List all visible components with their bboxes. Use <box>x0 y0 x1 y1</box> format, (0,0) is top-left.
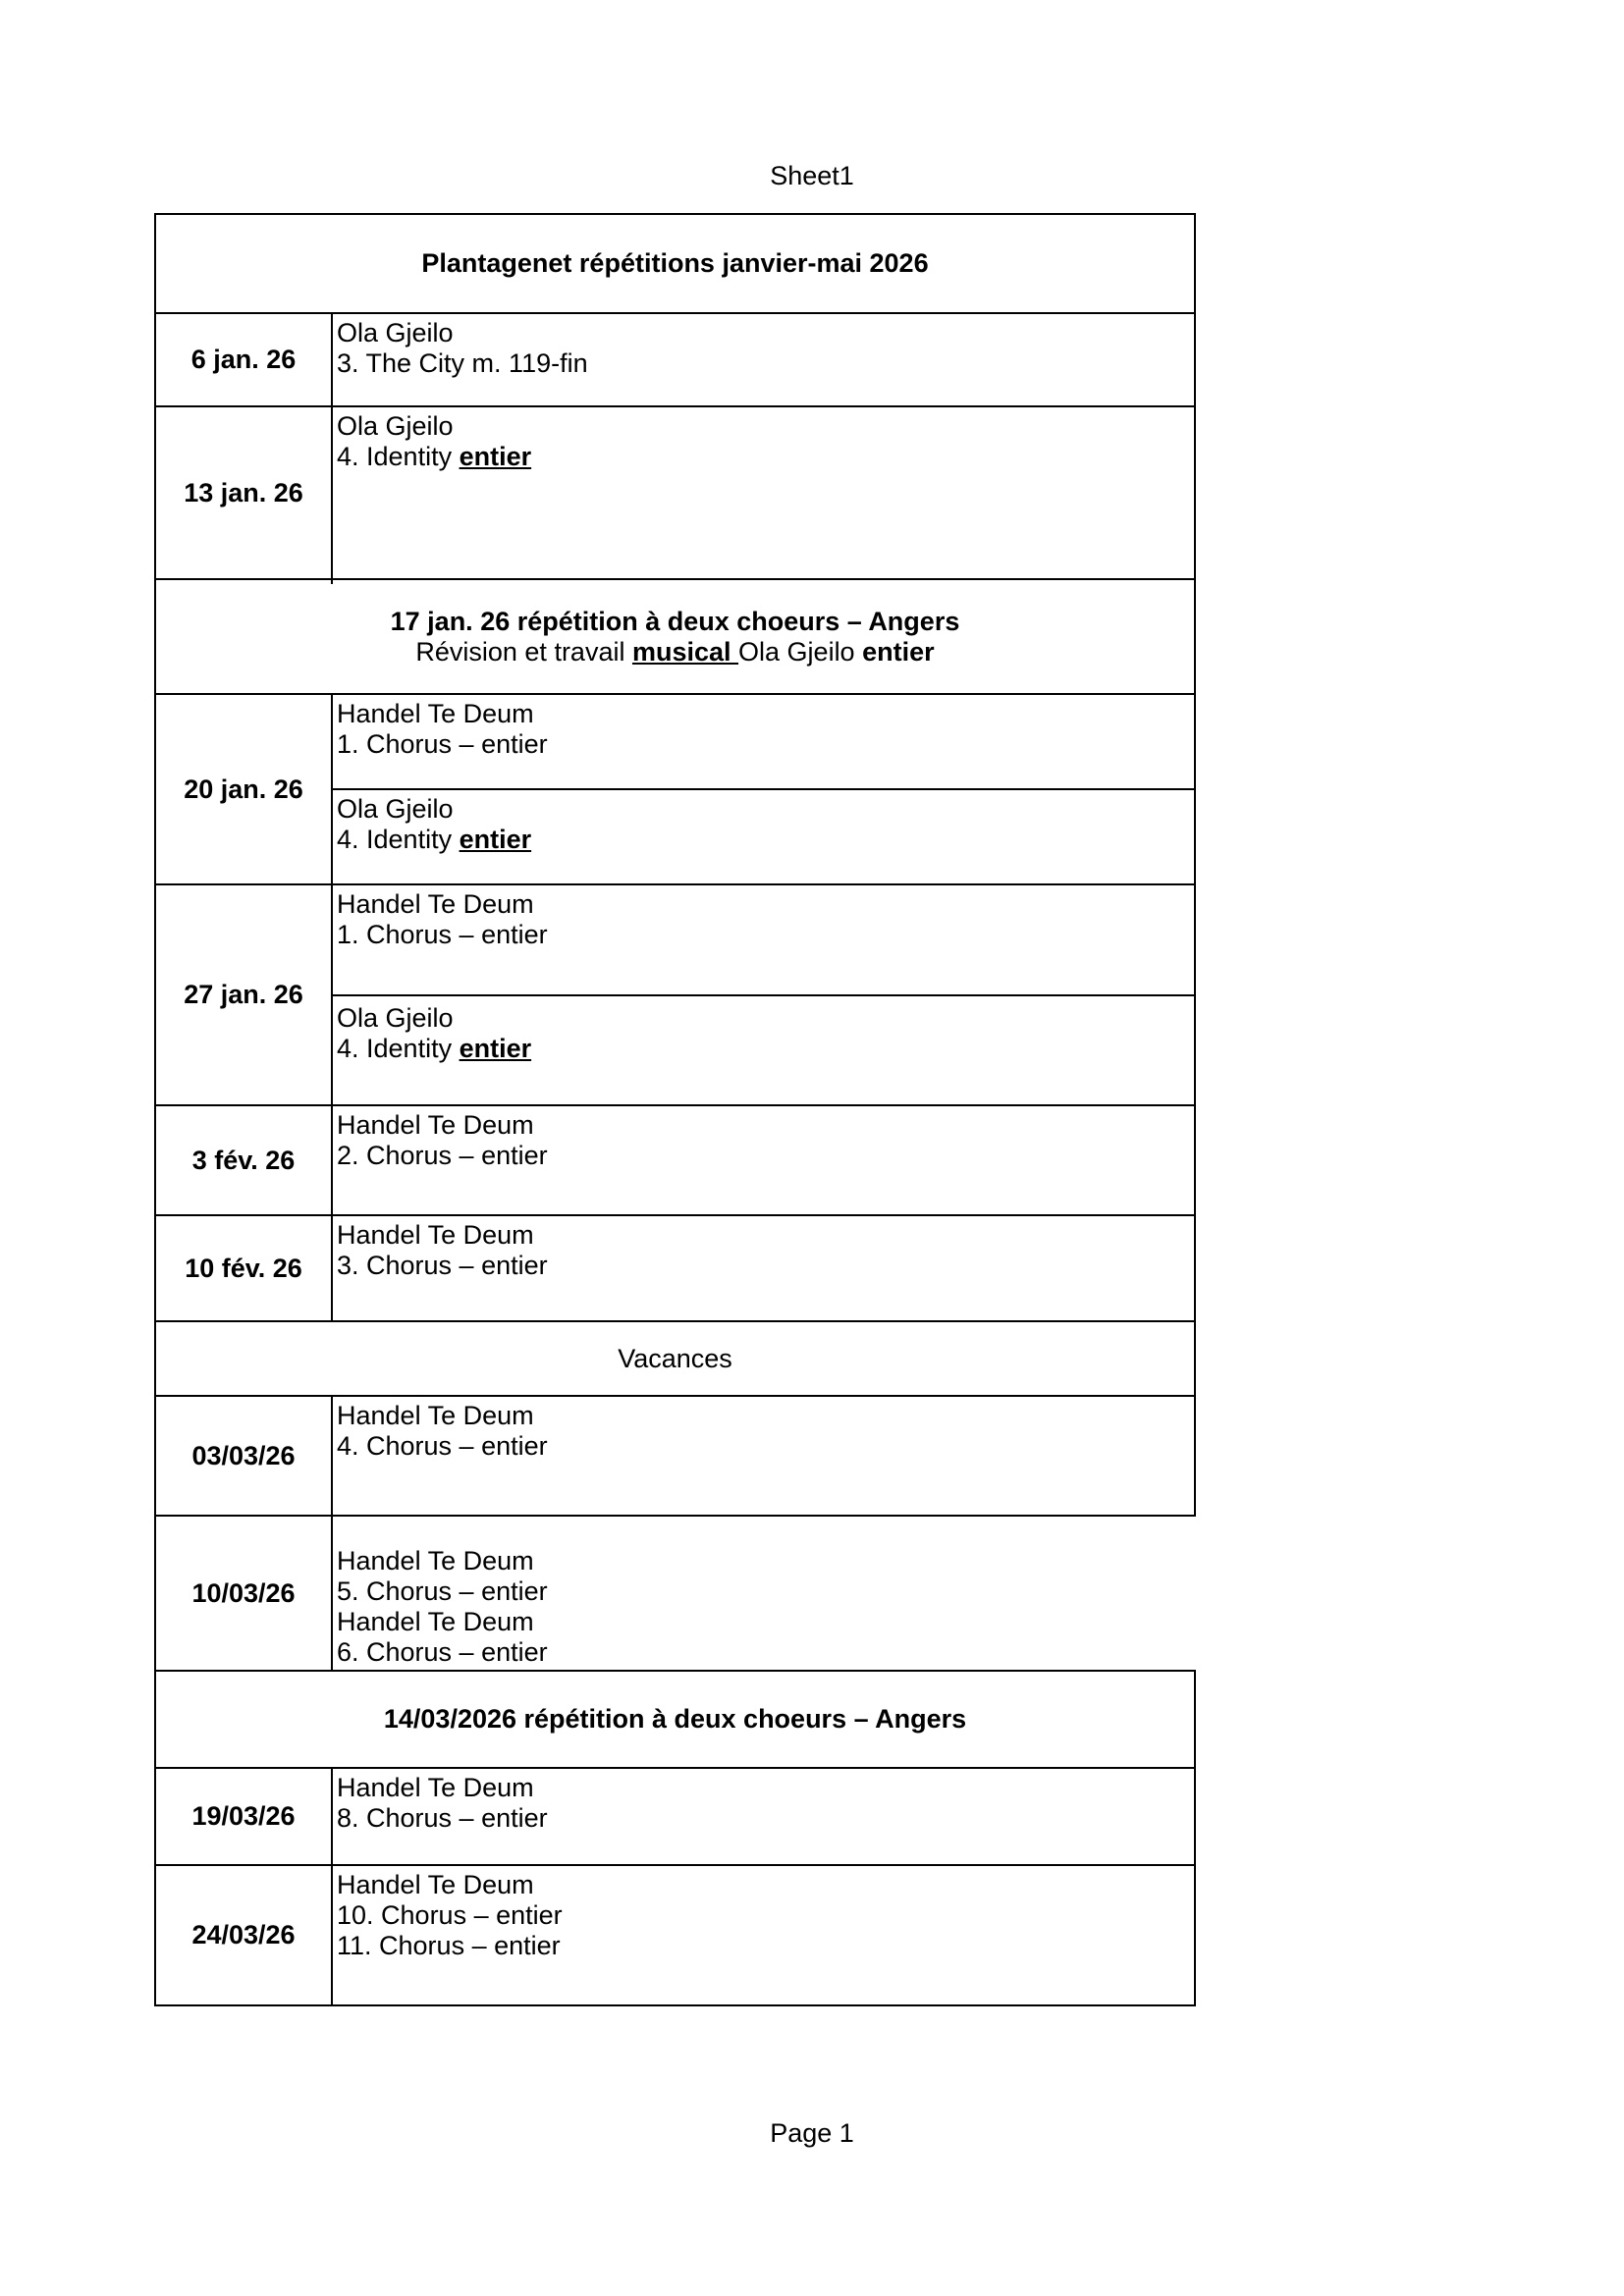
content-text: 4. Identity <box>337 442 460 471</box>
banner-emphasis: entier <box>862 636 935 667</box>
row-date: 13 jan. 26 <box>184 477 303 507</box>
table-right-border <box>1194 1670 1196 2006</box>
content-line: 1. Chorus – entier <box>337 729 548 759</box>
holiday-banner <box>156 1322 1194 1395</box>
content-text: 4. Identity <box>337 825 460 854</box>
content-line: Ola Gjeilo <box>337 318 454 347</box>
content-line: 6. Chorus – entier <box>337 1637 548 1667</box>
content-line: Ola Gjeilo <box>337 1003 454 1033</box>
row-content <box>333 1397 1194 1515</box>
content-line: Ola Gjeilo <box>337 794 454 824</box>
row-date: 24/03/26 <box>191 1920 296 1949</box>
table-title-text: Plantagenet répétitions janvier-mai 2026 <box>421 248 929 278</box>
table-right-border <box>1194 213 1196 1517</box>
row-border <box>154 2004 1196 2006</box>
sheet-name: Sheet1 <box>770 161 854 190</box>
row-content <box>333 1866 1194 2004</box>
content-line: Handel Te Deum <box>337 1546 534 1575</box>
row-content <box>333 1769 1194 1864</box>
content-line: 11. Chorus – entier <box>337 1931 561 1960</box>
content-line: Handel Te Deum <box>337 1401 534 1430</box>
row-date: 6 jan. 26 <box>190 345 297 374</box>
rehearsal-banner <box>156 1672 1194 1767</box>
content-emphasis: entier <box>459 1034 532 1063</box>
row-content <box>333 1216 1194 1320</box>
content-line: 1. Chorus – entier <box>337 920 548 949</box>
row-content <box>333 407 1194 578</box>
content-line <box>337 1034 1194 1064</box>
content-line: Handel Te Deum <box>337 1773 534 1802</box>
row-date: 10 fév. 26 <box>185 1253 302 1283</box>
table-title <box>156 215 1194 312</box>
row-content <box>333 1106 1194 1214</box>
row-content <box>333 695 1194 788</box>
content-line: 5. Chorus – entier <box>337 1576 548 1606</box>
content-text: 4. Identity <box>337 1034 460 1063</box>
banner-line: 17 jan. 26 répétition à deux choeurs – Angers <box>390 606 960 636</box>
row-date: 03/03/26 <box>191 1440 296 1470</box>
content-emphasis: entier <box>459 825 532 854</box>
banner-text: Ola Gjeilo <box>738 636 863 667</box>
row-content <box>333 996 1194 1104</box>
content-line <box>337 442 1194 472</box>
banner-emphasis: musical <box>631 636 739 667</box>
content-line: 2. Chorus – entier <box>337 1141 548 1170</box>
content-line: Handel Te Deum <box>337 1220 534 1250</box>
rehearsal-banner <box>156 580 1194 693</box>
row-date: 10/03/26 <box>191 1577 296 1608</box>
row-date: 19/03/26 <box>191 1801 296 1831</box>
content-line: Handel Te Deum <box>337 1110 534 1140</box>
row-content <box>333 790 1194 883</box>
row-content <box>333 1517 1194 1670</box>
row-date: 27 jan. 26 <box>184 980 303 1009</box>
content-line: Handel Te Deum <box>337 1607 534 1636</box>
content-line: Handel Te Deum <box>337 889 534 919</box>
content-line <box>337 825 1194 855</box>
content-line: 3. The City m. 119-fin <box>337 348 588 378</box>
content-line: Handel Te Deum <box>337 699 534 728</box>
row-content <box>333 885 1194 994</box>
row-date: 20 jan. 26 <box>184 774 303 804</box>
banner-line <box>415 637 934 667</box>
holiday-text: Vacances <box>618 1343 732 1373</box>
row-date: 3 fév. 26 <box>191 1145 296 1175</box>
row-content <box>333 314 1194 405</box>
banner-text: Révision et travail <box>415 636 632 667</box>
banner-line: 14/03/2026 répétition à deux choeurs – Angers <box>383 1704 967 1734</box>
content-line: 8. Chorus – entier <box>337 1803 548 1833</box>
content-line: Ola Gjeilo <box>337 411 454 441</box>
page-footer: Page 1 <box>770 2118 854 2148</box>
content-line: 10. Chorus – entier <box>337 1900 563 1930</box>
content-emphasis: entier <box>459 442 532 471</box>
content-line: 3. Chorus – entier <box>337 1251 548 1280</box>
content-line: 4. Chorus – entier <box>337 1431 548 1461</box>
content-line: Handel Te Deum <box>337 1870 534 1899</box>
